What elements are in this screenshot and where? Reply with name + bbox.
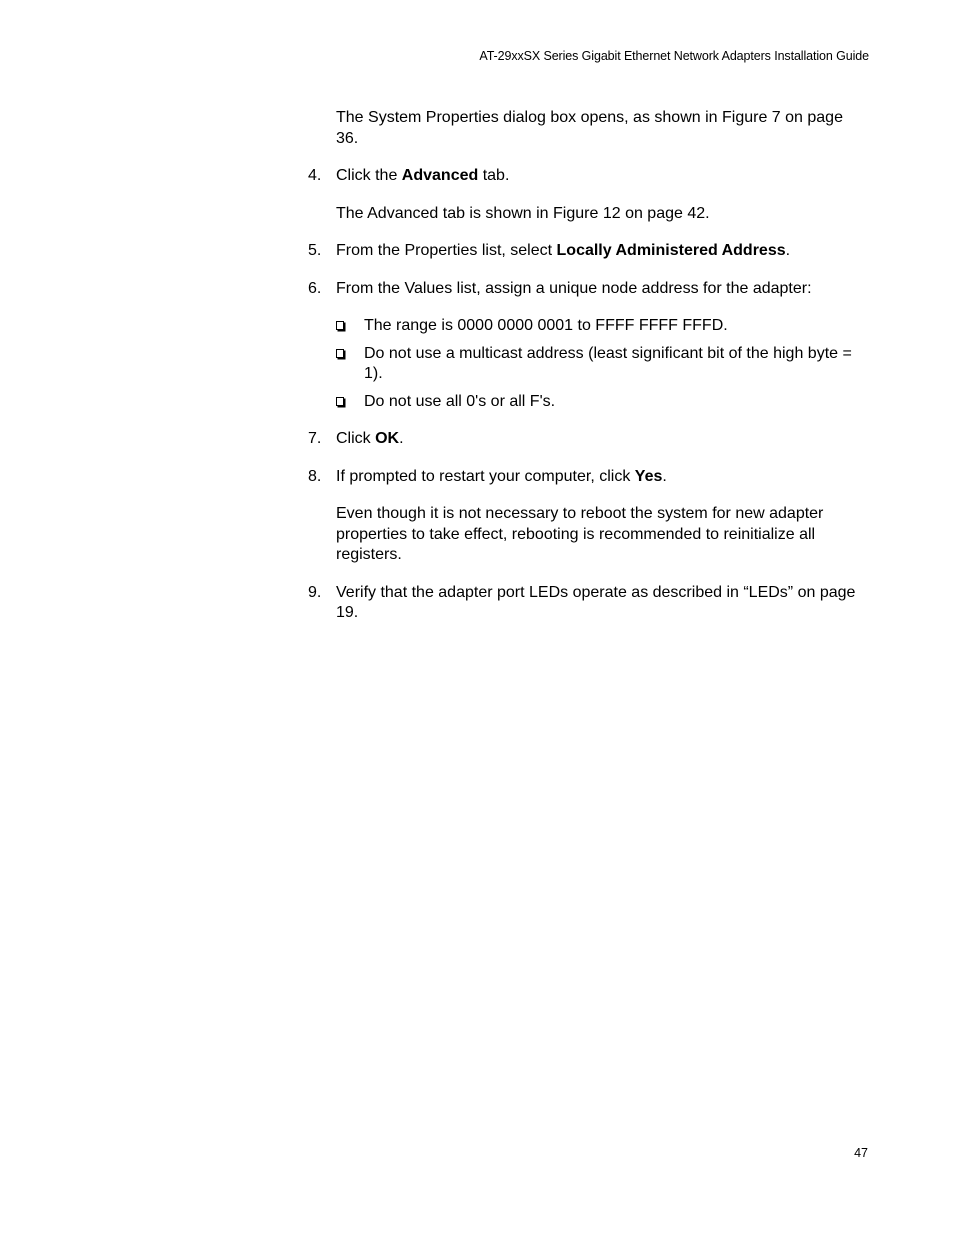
step-number: 5. — [308, 242, 322, 259]
step-text — [336, 241, 868, 262]
step-4 — [308, 166, 868, 187]
step-text-bold: Locally Administered Address — [556, 242, 786, 259]
step-number: 6. — [308, 279, 322, 297]
step-text — [336, 429, 868, 450]
step-text-bold: OK — [375, 430, 400, 447]
step-text — [336, 166, 868, 187]
list-item-text: The range is 0000 0000 0001 to FFFF FFFF FFFD. — [364, 317, 728, 334]
step-text-post: . — [662, 467, 667, 485]
step-number: 4. — [308, 167, 322, 184]
step-text-pre: If prompted to restart your computer, click — [336, 467, 635, 485]
step-text: From the Values list, assign a unique node address for the adapter: — [336, 279, 812, 297]
step-text: Verify that the adapter port LEDs operate as described in “LEDs” on page 19. — [336, 583, 856, 621]
step-text-post: . — [785, 242, 791, 259]
step-text-pre: Click — [336, 430, 376, 447]
list-item-text: Do not use all 0's or all F's. — [364, 392, 556, 410]
list-item-text: Do not use a multicast address (least significant bit of the high byte = 1). — [364, 344, 852, 382]
page-number: 47 — [854, 1146, 868, 1160]
list-item — [336, 344, 868, 385]
step-text-pre: From the Properties list, select — [336, 242, 557, 259]
step-number: 9. — [308, 583, 322, 601]
step-text-pre: Click the — [336, 167, 402, 184]
step-4-note: The Advanced tab is shown in Figure 12 on page 42. — [336, 204, 710, 222]
step-text-post: . — [399, 430, 404, 447]
step-8 — [308, 467, 868, 488]
step-text-bold: Yes — [634, 467, 663, 485]
step-number: 7. — [308, 430, 322, 447]
list-item — [336, 316, 868, 337]
step-text — [336, 467, 868, 488]
step-5 — [308, 241, 868, 262]
step-text-bold: Advanced — [401, 167, 479, 184]
step-8-note: Even though it is not necessary to reboot the system for new adapter properties to take effect, rebooting is recommended to reinitialize all registers. — [336, 505, 824, 563]
step-text-post: tab. — [478, 167, 510, 184]
checkbox-bullet-icon — [336, 316, 364, 337]
intro-paragraph: The System Properties dialog box opens, as shown in Figure 7 on page 36. — [336, 109, 843, 147]
list-item — [336, 392, 868, 413]
step-number: 8. — [308, 467, 322, 485]
running-header: AT-29xxSX Series Gigabit Ethernet Network Adapters Installation Guide — [479, 49, 869, 63]
checkbox-bullet-icon — [336, 392, 364, 413]
step-9 — [308, 583, 868, 624]
address-rules-list — [336, 316, 868, 412]
step-7 — [308, 429, 868, 450]
document-body — [308, 108, 868, 641]
step-6 — [308, 279, 868, 300]
checkbox-bullet-icon — [336, 344, 364, 385]
